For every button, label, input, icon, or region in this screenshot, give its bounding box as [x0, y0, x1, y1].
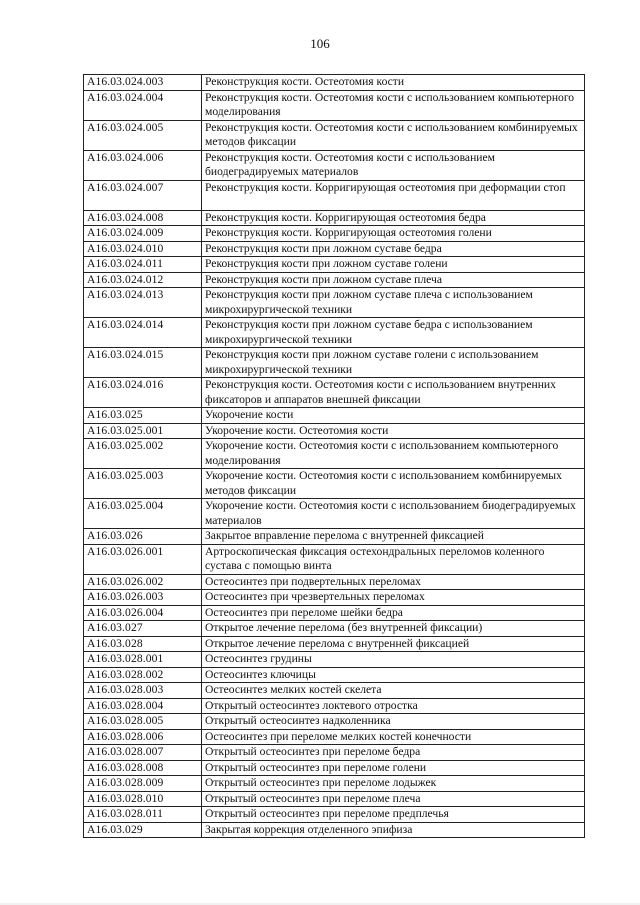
code-cell: A16.03.028.007	[84, 745, 202, 761]
name-cell: Остеосинтез при подвертельных переломах	[202, 574, 585, 590]
name-cell: Открытый остеосинтез при переломе бедра	[202, 745, 585, 761]
name-cell: Открытый остеосинтез надколенника	[202, 714, 585, 730]
table-row	[84, 652, 585, 668]
table-body	[84, 75, 585, 838]
table-row	[84, 590, 585, 606]
table-row	[84, 605, 585, 621]
table-row	[84, 636, 585, 652]
code-cell: A16.03.024.012	[84, 272, 202, 288]
table-row	[84, 241, 585, 257]
code-cell: A16.03.024.004	[84, 90, 202, 120]
code-cell: A16.03.026	[84, 529, 202, 545]
code-cell: A16.03.028.003	[84, 683, 202, 699]
table-row	[84, 210, 585, 226]
code-cell: A16.03.025.001	[84, 423, 202, 439]
code-cell: A16.03.028.001	[84, 652, 202, 668]
code-cell: A16.03.026.003	[84, 590, 202, 606]
code-cell: A16.03.028.006	[84, 729, 202, 745]
name-cell: Остеосинтез при чрезвертельных переломах	[202, 590, 585, 606]
table-row	[84, 544, 585, 574]
name-cell: Реконструкция кости при ложном суставе плеча	[202, 272, 585, 288]
name-cell: Закрытое вправление перелома с внутренней фиксацией	[202, 529, 585, 545]
code-cell: A16.03.025.003	[84, 469, 202, 499]
name-cell: Артроскопическая фиксация остехондральных переломов коленного сустава с помощью винта	[202, 544, 585, 574]
table-row	[84, 683, 585, 699]
table-row	[84, 469, 585, 499]
code-cell: A16.03.025.002	[84, 439, 202, 469]
table-row	[84, 807, 585, 823]
name-cell: Укорочение кости. Остеотомия кости с использованием компьютерного моделирования	[202, 439, 585, 469]
name-cell: Реконструкция кости. Остеотомия кости с использованием компьютерного моделирования	[202, 90, 585, 120]
code-cell: A16.03.025	[84, 408, 202, 424]
table-row	[84, 760, 585, 776]
table-row	[84, 348, 585, 378]
name-cell: Закрытая коррекция отделенного эпифиза	[202, 822, 585, 838]
code-cell: A16.03.024.007	[84, 180, 202, 210]
name-cell: Остеосинтез грудины	[202, 652, 585, 668]
code-cell: A16.03.028.009	[84, 776, 202, 792]
code-cell: A16.03.028.004	[84, 698, 202, 714]
name-cell: Открытый остеосинтез при переломе плеча	[202, 791, 585, 807]
table-row	[84, 408, 585, 424]
name-cell: Реконструкция кости. Остеотомия кости с использованием внутренних фиксаторов и аппаратов внешней фиксации	[202, 378, 585, 408]
name-cell: Открытое лечение перелома с внутренней фиксацией	[202, 636, 585, 652]
name-cell: Реконструкция кости при ложном суставе бедра с использованием микрохирургической техники	[202, 318, 585, 348]
name-cell: Открытое лечение перелома (без внутренней фиксации)	[202, 621, 585, 637]
table-row	[84, 272, 585, 288]
code-cell: A16.03.028.002	[84, 667, 202, 683]
name-cell: Укорочение кости. Остеотомия кости	[202, 423, 585, 439]
code-cell: A16.03.026.004	[84, 605, 202, 621]
name-cell: Реконструкция кости при ложном суставе голени	[202, 257, 585, 273]
table-row	[84, 745, 585, 761]
table-row	[84, 822, 585, 838]
table-row	[84, 667, 585, 683]
name-cell: Открытый остеосинтез при переломе голени	[202, 760, 585, 776]
table-row	[84, 621, 585, 637]
code-cell: A16.03.029	[84, 822, 202, 838]
code-cell: A16.03.024.014	[84, 318, 202, 348]
name-cell: Реконструкция кости при ложном суставе бедра	[202, 241, 585, 257]
code-cell: A16.03.024.006	[84, 150, 202, 180]
procedure-code-table	[83, 74, 585, 838]
code-cell: A16.03.024.010	[84, 241, 202, 257]
code-cell: A16.03.028.008	[84, 760, 202, 776]
table-row	[84, 791, 585, 807]
code-cell: A16.03.024.008	[84, 210, 202, 226]
name-cell: Реконструкция кости. Корригирующая остеотомия голени	[202, 226, 585, 242]
code-cell: A16.03.028.011	[84, 807, 202, 823]
code-cell: A16.03.024.009	[84, 226, 202, 242]
name-cell: Реконструкция кости при ложном суставе плеча с использованием микрохирургической техники	[202, 288, 585, 318]
name-cell: Остеосинтез мелких костей скелета	[202, 683, 585, 699]
table-row	[84, 288, 585, 318]
code-cell: A16.03.024.011	[84, 257, 202, 273]
name-cell: Реконструкция кости при ложном суставе голени с использованием микрохирургической техники	[202, 348, 585, 378]
table-row	[84, 180, 585, 210]
code-cell: A16.03.024.015	[84, 348, 202, 378]
table-row	[84, 257, 585, 273]
code-cell: A16.03.024.013	[84, 288, 202, 318]
name-cell: Открытый остеосинтез при переломе лодыжек	[202, 776, 585, 792]
code-cell: A16.03.028.005	[84, 714, 202, 730]
name-cell: Реконструкция кости. Остеотомия кости с использованием биодеградируемых материалов	[202, 150, 585, 180]
name-cell: Остеосинтез при переломе мелких костей конечности	[202, 729, 585, 745]
table-row	[84, 150, 585, 180]
code-cell: A16.03.024.016	[84, 378, 202, 408]
table-row	[84, 75, 585, 91]
table-row	[84, 423, 585, 439]
name-cell: Реконструкция кости. Корригирующая остеотомия бедра	[202, 210, 585, 226]
table-row	[84, 318, 585, 348]
table-row	[84, 574, 585, 590]
name-cell: Реконструкция кости. Остеотомия кости с использованием комбинируемых методов фиксации	[202, 120, 585, 150]
code-cell: A16.03.028	[84, 636, 202, 652]
name-cell: Остеосинтез при переломе шейки бедра	[202, 605, 585, 621]
table-row	[84, 90, 585, 120]
name-cell: Открытый остеосинтез при переломе предплечья	[202, 807, 585, 823]
table-row	[84, 120, 585, 150]
code-cell: A16.03.027	[84, 621, 202, 637]
code-cell: A16.03.028.010	[84, 791, 202, 807]
name-cell: Укорочение кости. Остеотомия кости с использованием комбинируемых методов фиксации	[202, 469, 585, 499]
name-cell: Укорочение кости. Остеотомия кости с использованием биодеградируемых материалов	[202, 499, 585, 529]
table-row	[84, 729, 585, 745]
code-cell: A16.03.026.002	[84, 574, 202, 590]
code-cell: A16.03.025.004	[84, 499, 202, 529]
name-cell: Реконструкция кости. Корригирующая остеотомия при деформации стоп	[202, 180, 585, 210]
table-row	[84, 529, 585, 545]
code-cell: A16.03.024.005	[84, 120, 202, 150]
name-cell: Реконструкция кости. Остеотомия кости	[202, 75, 585, 91]
name-cell: Открытый остеосинтез локтевого отростка	[202, 698, 585, 714]
table-row	[84, 499, 585, 529]
page-number: 106	[310, 36, 330, 51]
code-cell: A16.03.024.003	[84, 75, 202, 91]
code-cell: A16.03.026.001	[84, 544, 202, 574]
table-row	[84, 439, 585, 469]
table-row	[84, 378, 585, 408]
table-row	[84, 226, 585, 242]
name-cell: Остеосинтез ключицы	[202, 667, 585, 683]
table-row	[84, 776, 585, 792]
table-row	[84, 698, 585, 714]
name-cell: Укорочение кости	[202, 408, 585, 424]
table-row	[84, 714, 585, 730]
